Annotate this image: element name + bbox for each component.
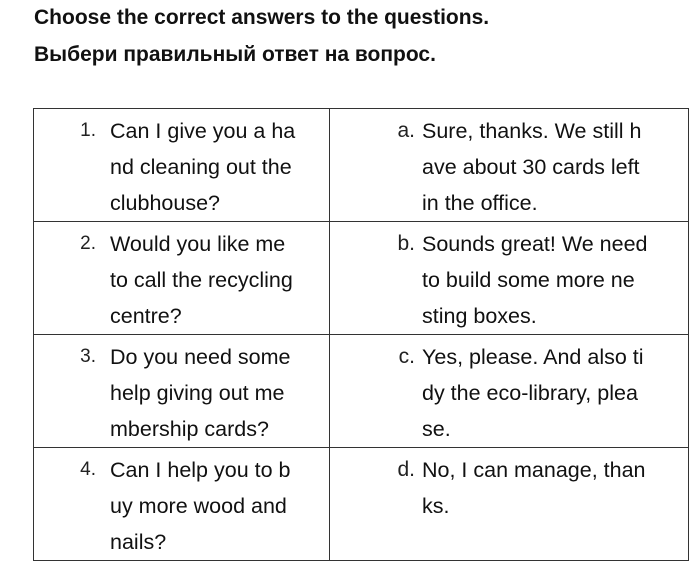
question-number: 2. [80,233,96,254]
answer-letter: c. [398,345,415,368]
question-text: Can I give you a ha nd cleaning out the clubhouse? [110,119,296,215]
question-text: Can I help you to b uy more wood and nails? [110,458,291,554]
answer-cell [330,109,689,222]
answer-cell [330,335,689,448]
answer-text: Yes, please. And also ti dy the eco-library, plea se. [422,345,644,441]
answer-letter: d. [397,458,415,481]
question-number: 4. [80,459,96,480]
instruction-heading-english: Choose the correct answers to the questions. [34,6,490,29]
answer-letter: a. [397,119,415,142]
answer-text: No, I can manage, than ks. [422,458,646,518]
question-text: Do you need some help giving out me mbership cards? [110,345,291,441]
answer-text: Sure, thanks. We still h ave about 30 cards left in the office. [422,119,642,215]
table-row [34,109,689,222]
question-number: 1. [80,120,96,141]
answer-text: Sounds great! We need to build some more ne sting boxes. [422,232,648,328]
question-cell [34,109,330,222]
question-cell [34,448,330,561]
matching-table [33,108,689,561]
answer-cell [330,222,689,335]
question-cell [34,335,330,448]
table-row [34,335,689,448]
instruction-heading-russian: Выбери правильный ответ на вопрос. [34,43,436,66]
table-row [34,448,689,561]
table-row [34,222,689,335]
question-number: 3. [80,346,96,367]
answer-letter: b. [397,232,415,255]
question-cell [34,222,330,335]
question-text: Would you like me to call the recycling centre? [110,232,293,328]
answer-cell [330,448,689,561]
